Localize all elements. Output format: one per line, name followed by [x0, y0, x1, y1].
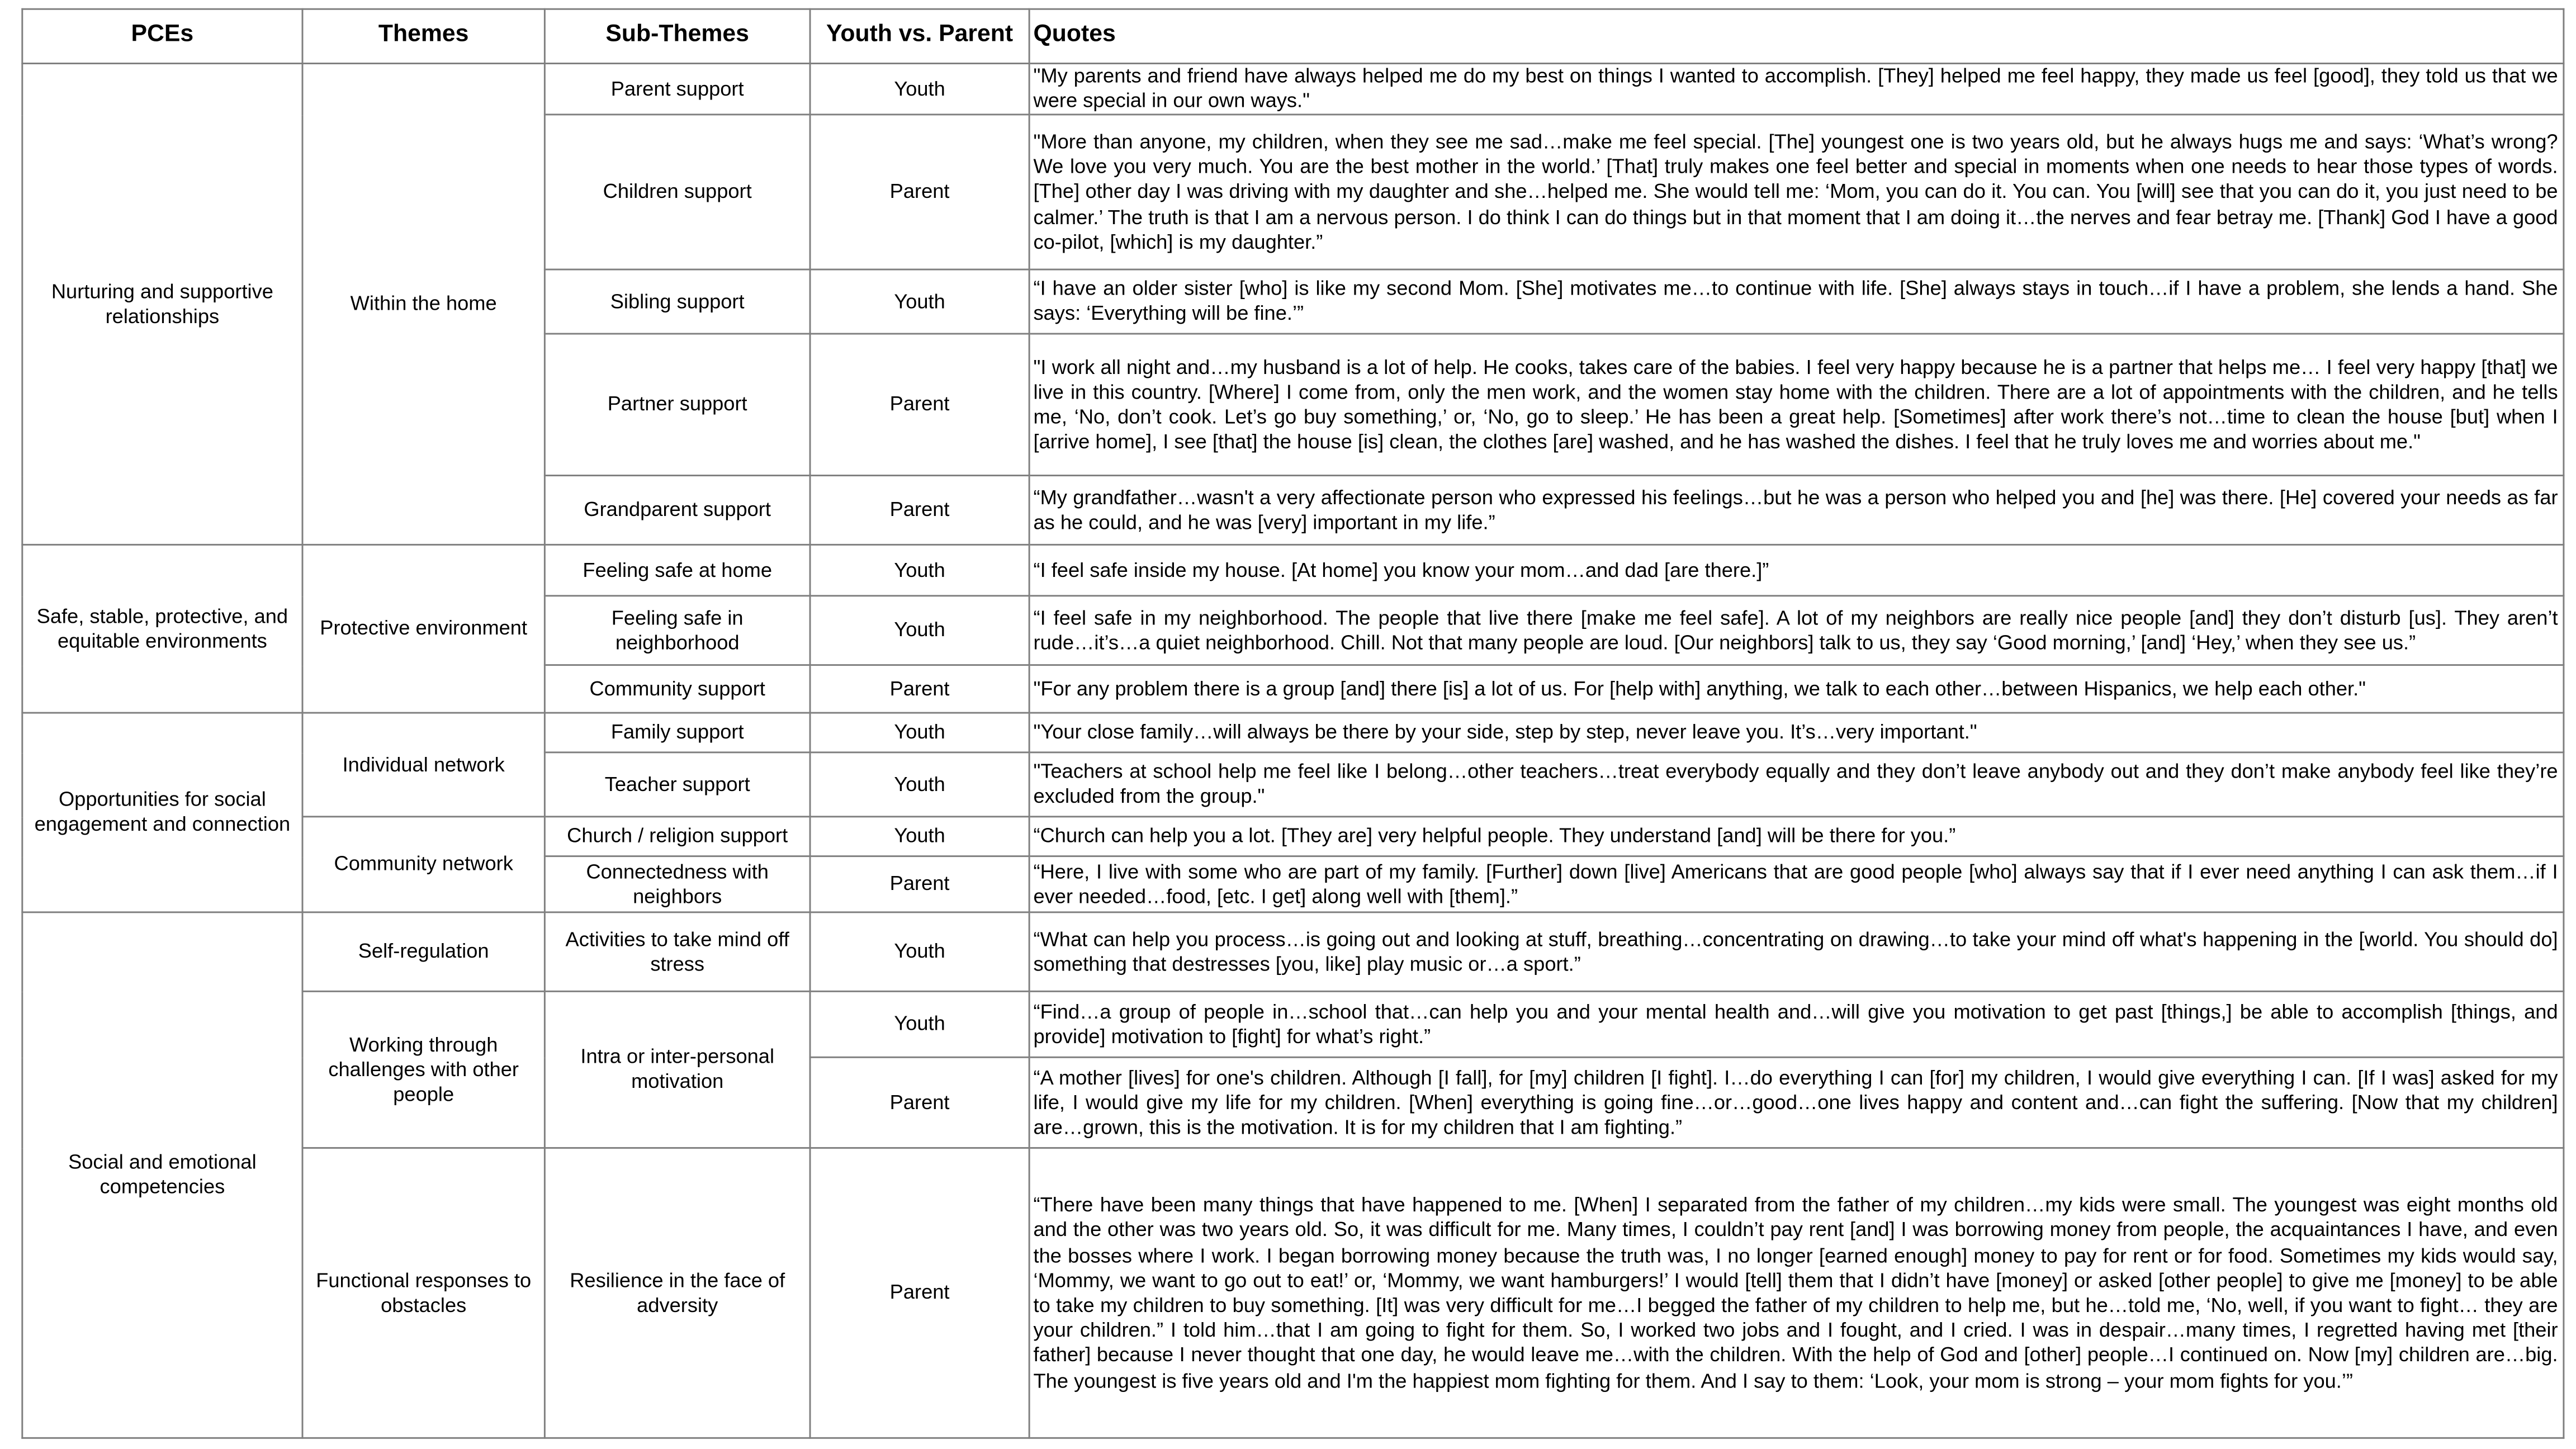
subtheme-cell: Feeling safe in neighborhood: [544, 596, 810, 666]
subtheme-cell: Parent support: [544, 64, 810, 116]
quote-cell: "Teachers at school help me feel like I belong…other teachers…treat everybody equally and they don’t leave anybody out and they don’t make anybody feel like they’re excluded from the group.": [1029, 753, 2564, 817]
theme-cell: Within the home: [302, 64, 544, 546]
pce-cell: Social and emotional competencies: [22, 913, 302, 1438]
respondent-cell: Youth: [810, 546, 1029, 596]
respondent-cell: Youth: [810, 913, 1029, 992]
respondent-cell: Parent: [810, 1058, 1029, 1148]
quote-cell: “I feel safe in my neighborhood. The people that live there [make me feel safe]. A lot of my neighbors are really nice people [and] they don’t disturb [us]. They aren’t rude…it’s…a quiet neighborhood. Chill. Not that many people are loud. [Our neighbors] talk to us, they say ‘Good morning,’ [and] ‘Hey,’ when they see us.”: [1029, 596, 2564, 666]
subtheme-cell: Sibling support: [544, 270, 810, 334]
quote-cell: "I work all night and…my husband is a lot of help. He cooks, takes care of the babies. I feel very happy because he is a partner that helps me… I feel very happy [that] we live in this country. [Where] I come from, only the men work, and the women stay home with the children. There are a lot of appointments with the children, and he tells me, ‘No, don’t cook. Let’s go buy something,’ or, ‘No, go to sleep.’ He has been a great help. [Sometimes] after work there’s not…time to clean the house [but] when I [arrive home], I see [that] the house [is] clean, the clothes [are] washed, and he has washed the dishes. I feel that he truly loves me and worries about me.": [1029, 334, 2564, 476]
theme-cell: Functional responses to obstacles: [302, 1149, 544, 1439]
pce-themes-table: [21, 8, 2564, 1439]
subtheme-cell: Church / religion support: [544, 817, 810, 857]
quote-cell: “What can help you process…is going out and looking at stuff, breathing…concentrating on drawing…to take your mind off what's happening in the [world. You should do] something that destresses [you, like] play music or…a sport.”: [1029, 913, 2564, 992]
table-row: [22, 817, 2564, 857]
subtheme-cell: Feeling safe at home: [544, 546, 810, 596]
respondent-cell: Youth: [810, 753, 1029, 817]
theme-cell: Working through challenges with other people: [302, 992, 544, 1149]
quote-cell: "Your close family…will always be there by your side, step by step, never leave you. It’s…very important.": [1029, 713, 2564, 753]
quote-cell: “Here, I live with some who are part of my family. [Further] down [live] Americans that are good people [who] always say that if I ever need anything I can ask them…if I ever needed…food, [etc. I get] along well with [them].”: [1029, 857, 2564, 913]
respondent-cell: Youth: [810, 596, 1029, 666]
table-row: [22, 713, 2564, 753]
quote-cell: "For any problem there is a group [and] there [is] a lot of us. For [help with] anything, we talk to each other…between Hispanics, we help each other.": [1029, 666, 2564, 713]
header-youth-vs-parent: Youth vs. Parent: [810, 9, 1029, 63]
table-row: [22, 992, 2564, 1058]
quote-cell: “Find…a group of people in…school that…can help you and your mental health and…will give you motivation to get past [things,] be able to accomplish [things, and provide] motivation to [fight] for what’s right.”: [1029, 992, 2564, 1058]
subtheme-cell: Connectedness with neighbors: [544, 857, 810, 913]
theme-cell: Community network: [302, 817, 544, 913]
quote-cell: "My parents and friend have always helped me do my best on things I wanted to accomplish. [They] helped me feel happy, they made us feel [good], they told us that we were special in our own ways.": [1029, 64, 2564, 116]
header-themes: Themes: [302, 9, 544, 63]
subtheme-cell: Community support: [544, 666, 810, 713]
respondent-cell: Parent: [810, 115, 1029, 270]
header-quotes: Quotes: [1029, 9, 2564, 63]
subtheme-cell: Activities to take mind off stress: [544, 913, 810, 992]
subtheme-cell: Resilience in the face of adversity: [544, 1149, 810, 1439]
subtheme-cell: Intra or inter-personal motivation: [544, 992, 810, 1149]
respondent-cell: Parent: [810, 334, 1029, 476]
respondent-cell: Parent: [810, 1149, 1029, 1439]
respondent-cell: Youth: [810, 992, 1029, 1058]
quote-cell: “I feel safe inside my house. [At home] you know your mom…and dad [are there.]”: [1029, 546, 2564, 596]
table-row: [22, 913, 2564, 992]
theme-cell: Protective environment: [302, 546, 544, 714]
table-row: [22, 64, 2564, 116]
table-row: [22, 546, 2564, 596]
header-row: [22, 9, 2564, 63]
subtheme-cell: Grandparent support: [544, 476, 810, 546]
quote-cell: “I have an older sister [who] is like my second Mom. [She] motivates me…to continue with life. [She] always stays in touch…if I have a problem, she lends a hand. She says: ‘Everything will be fine.’”: [1029, 270, 2564, 334]
header-pces: PCEs: [22, 9, 302, 63]
respondent-cell: Parent: [810, 857, 1029, 913]
quote-cell: “There have been many things that have happened to me. [When] I separated from the father of my children…my kids were small. The youngest was eight months old and the other was two years old. So, it was difficult for me. Many times, I couldn’t pay rent [and] I was borrowing money from people, the acquaintances I have, and even the bosses where I work. I began borrowing money because the truth was, I no longer [earned enough] money to pay for rent or for food. Sometimes my kids would say, ‘Mommy, we want to go out to eat!’ or, ‘Mommy, we want hamburgers!’ I would [tell] them that I didn’t have [money] or asked [other people] to give me [money] to be able to take my children to buy something. [It] was very difficult for me…I begged the father of my children to help me, but he…told me, ‘No, well, if you want to fight… they are your children.” I told him…that I am going to fight for them. So, I worked two jobs and I fought, and I cried. I was in despair…many times, I regretted having met [their father] because I never thought that one day, he would leave me…with the children. With the help of God and [other] people…I continued on. Now [my] children are…big. The youngest is five years old and I'm the happiest mom fighting for them. And I say to them: ‘Look, your mom is strong – your mom fights for you.’”: [1029, 1149, 2564, 1439]
quote-cell: “Church can help you a lot. [They are] very helpful people. They understand [and] will be there for you.”: [1029, 817, 2564, 857]
respondent-cell: Parent: [810, 476, 1029, 546]
pce-cell: Opportunities for social engagement and connection: [22, 713, 302, 913]
quote-cell: "More than anyone, my children, when they see me sad…make me feel special. [The] youngest one is two years old, but he always hugs me and says: ‘What’s wrong? We love you very much. You are the best mother in the world.’ [That] truly makes one feel better and special in moments when one needs to hear those types of words. [The] other day I was driving with my daughter and she…helped me. She would tell me: ‘Mom, you can do it. You can. You [will] see that you can do it, you just need to be calmer.’ The truth is that I am a nervous person. I do think I can do things but in that moment that I am doing it…the nerves and fear betray me. [Thank] God I have a good co-pilot, [which] is my daughter.”: [1029, 115, 2564, 270]
respondent-cell: Youth: [810, 713, 1029, 753]
respondent-cell: Youth: [810, 817, 1029, 857]
pce-cell: Safe, stable, protective, and equitable environments: [22, 546, 302, 714]
subtheme-cell: Partner support: [544, 334, 810, 476]
theme-cell: Individual network: [302, 713, 544, 817]
header-sub-themes: Sub-Themes: [544, 9, 810, 63]
quote-cell: “A mother [lives] for one's children. Although [I fall], for [my] children [I fight]. I…do everything I can [for] my children, I would give everything I can. [If I was] asked for my life, I would give my life for my children. [When] everything is going fine…or…good…one lives happy and content and…can fight the suffering. [Now that my children] are…grown, this is the motivation. It is for my children that I am fighting.”: [1029, 1058, 2564, 1148]
respondent-cell: Parent: [810, 666, 1029, 713]
respondent-cell: Youth: [810, 64, 1029, 116]
pce-cell: Nurturing and supportive relationships: [22, 64, 302, 546]
table-row: [22, 1149, 2564, 1439]
subtheme-cell: Family support: [544, 713, 810, 753]
quote-cell: “My grandfather…wasn't a very affectionate person who expressed his feelings…but he was a person who helped you and [he] was there. [He] covered your needs as far as he could, and he was [very] important in my life.”: [1029, 476, 2564, 546]
respondent-cell: Youth: [810, 270, 1029, 334]
subtheme-cell: Children support: [544, 115, 810, 270]
theme-cell: Self-regulation: [302, 913, 544, 992]
subtheme-cell: Teacher support: [544, 753, 810, 817]
